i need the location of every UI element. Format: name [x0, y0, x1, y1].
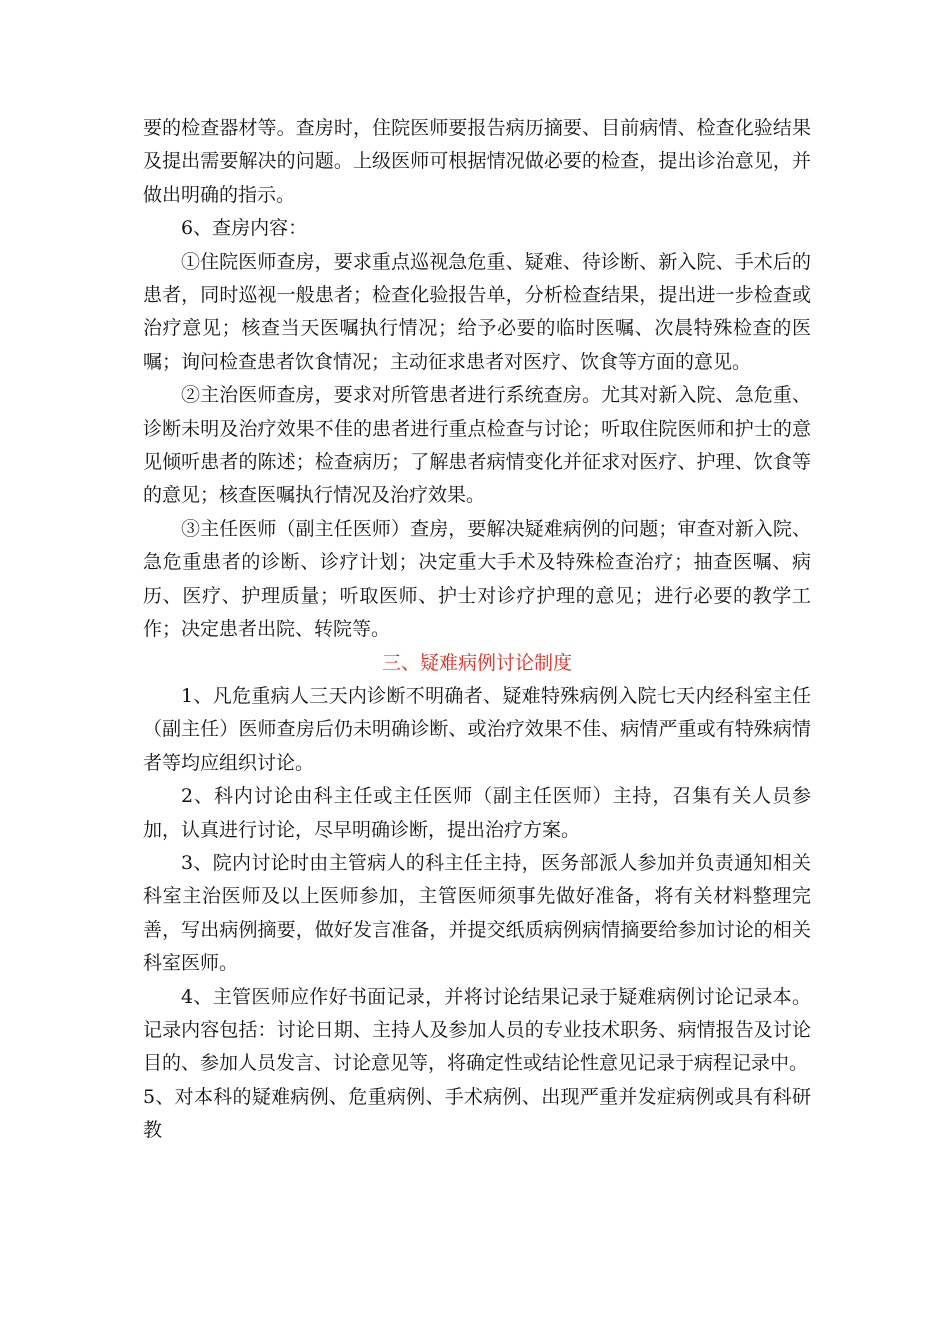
- paragraph-discussion-3: 3、院内讨论时由主管病人的科主任主持，医务部派人参加并负责通知相关科室主治医师及以上医师参加，主管医师须事先做好准备，将有关材料整理完善，写出病例摘要，做好发言准备，并提交纸质病例病情摘要给参加讨论的相关科室医师。: [143, 851, 811, 975]
- paragraph-discussion-5: 5、对本科的疑难病例、危重病例、手术病例、出现严重并发症病例或具有科研教: [143, 1085, 811, 1142]
- paragraph-chief-rounds: ③主任医师（副主任医师）查房，要解决疑难病例的问题；审查对新入院、急危重患者的诊断、诊疗计划；决定重大手术及特殊检查治疗；抽查医嘱、病历、医疗、护理质量；听取医师、护士对诊疗护理的意见；进行必要的教学工作；决定患者出院、转院等。: [143, 517, 811, 641]
- document-body: [143, 112, 811, 1148]
- paragraph-discussion-2: 2、科内讨论由科主任或主任医师（副主任医师）主持，召集有关人员参加，认真进行讨论，尽早明确诊断，提出治疗方案。: [143, 785, 811, 841]
- paragraph-continuation: 要的检查器材等。查房时，住院医师要报告病历摘要、目前病情、检查化验结果及提出需要解决的问题。上级医师可根据情况做必要的检查，提出诊治意见，并做出明确的指示。: [143, 117, 811, 206]
- paragraph-resident-rounds: ①住院医师查房，要求重点巡视急危重、疑难、待诊断、新入院、手术后的患者，同时巡视一般患者；检查化验报告单，分析检查结果，提出进一步检查或治疗意见；核查当天医嘱执行情况；给予必要的临时医嘱、次晨特殊检查的医嘱；询问检查患者饮食情况；主动征求患者对医疗、饮食等方面的意见。: [143, 250, 811, 373]
- paragraph-discussion-1: 1、凡危重病人三天内诊断不明确者、疑难特殊病例入院七天内经科室主任（副主任）医师查房后仍未明确诊断、或治疗效果不佳、病情严重或有特殊病情者等均应组织讨论。: [143, 684, 811, 774]
- section-heading: 三、疑难病例讨论制度: [381, 651, 572, 674]
- paragraph-discussion-4: 4、主管医师应作好书面记录，并将讨论结果记录于疑难病例讨论记录本。记录内容包括：讨论日期、主持人及参加人员的专业技术职务、病情报告及讨论目的、参加人员发言、讨论意见等，将确定性或结论性意见记录于病程记录中。: [143, 985, 811, 1075]
- paragraph-rounds-content-title: 6、查房内容：: [181, 217, 308, 240]
- paragraph-attending-rounds: ②主治医师查房，要求对所管患者进行系统查房。尤其对新入院、急危重、诊断未明及治疗效果不佳的患者进行重点检查与讨论；听取住院医师和护士的意见倾听患者的陈述；检查病历；了解患者病情变化并征求对医疗、护理、饮食等的意见；核查医嘱执行情况及治疗效果。: [143, 384, 811, 507]
